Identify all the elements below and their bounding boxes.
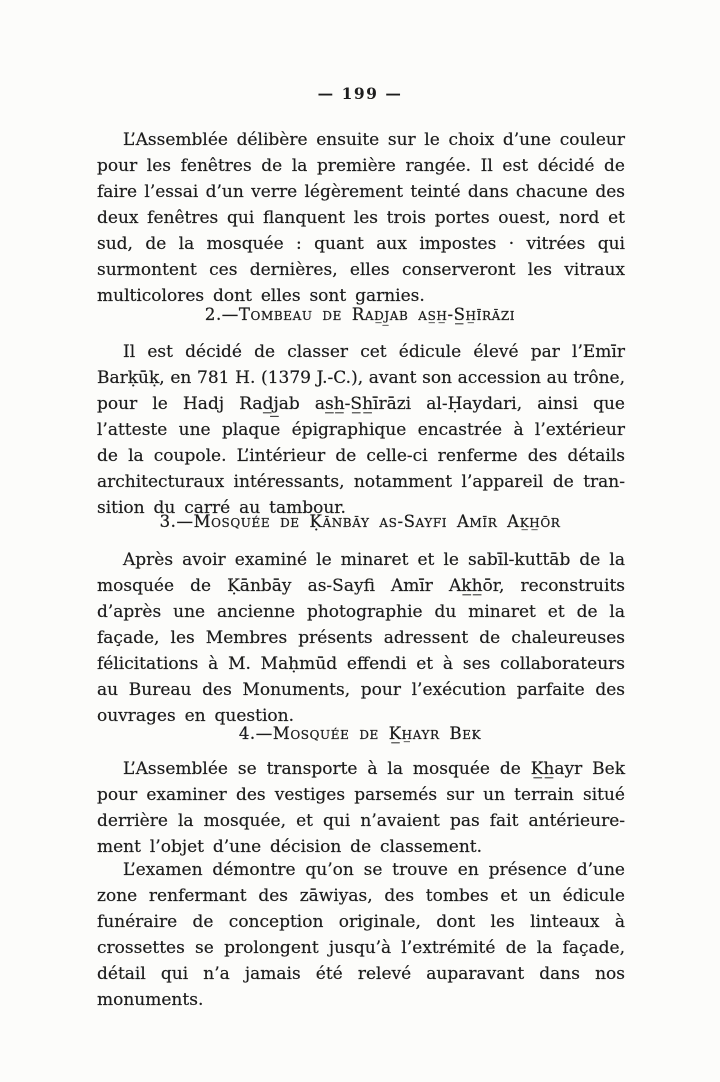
text-line: pour les fenêtres de la première rangée. Il est décidé de — [97, 156, 625, 176]
text-line: L’Assemblée délibère ensuite sur le choix d’une couleur — [123, 130, 625, 150]
text-line: détail qui n’a jamais été relevé auparavant dans nos — [97, 964, 625, 984]
text-line: Après avoir examiné le minaret et le sabīl-kuttāb de la — [123, 550, 625, 570]
text-line: derrière la mosquée, et qui n’avaient pas fait antérieure- — [97, 811, 625, 831]
text-line: Il est décidé de classer cet édicule élevé par l’Emīr — [123, 342, 625, 362]
text-line: ouvrages en question. — [97, 706, 295, 726]
text-line: crossettes se prolongent jusqu’à l’extrémité de la façade, — [97, 938, 625, 958]
section-heading-mosquee-kanbay: 3.—Mosquée de Ḳānbāy as-Sayfi Amīr Ak̲h̲ōr — [159, 512, 561, 531]
text-line: funéraire de conception originale, dont les linteaux à — [97, 912, 625, 932]
text-line: Barḳūḳ, en 781 H. (1379 J.-C.), avant son accession au trône, — [97, 368, 625, 388]
text-line: L’Assemblée se transporte à la mosquée de K̲h̲ayr Bek — [123, 759, 625, 779]
text-line: faire l’essai d’un verre légèrement teinté dans chacune des — [97, 182, 625, 202]
text-line: sud, de la mosquée : quant aux impostes · vitrées qui — [97, 234, 625, 254]
intro-paragraph — [97, 127, 625, 309]
text-line: félicitations à M. Maḥmūd effendi et à ses collaborateurs — [97, 654, 625, 674]
text-line: surmontent ces dernières, elles conserveront les vitraux — [97, 260, 625, 280]
text-line: multicolores dont elles sont garnies. — [97, 286, 425, 306]
section3-paragraph — [97, 547, 625, 729]
text-line: L’examen démontre qu’on se trouve en présence d’une — [123, 860, 625, 880]
section-heading-mosquee-khayr-bek: 4.—Mosquée de K̲h̲ayr Bek — [238, 724, 482, 743]
text-line: mosquée de Ḳānbāy as-Sayfi Amīr Ak̲h̲ōr, reconstruits — [97, 576, 625, 596]
section4-paragraph-1 — [97, 756, 625, 860]
text-line: architecturaux intéressants, notamment l’appareil de tran- — [97, 472, 625, 492]
page-number: — 199 — — [317, 84, 403, 103]
text-line: ment l’objet d’une décision de classement. — [97, 837, 483, 857]
text-line: monuments. — [97, 990, 204, 1010]
text-line: deux fenêtres qui flanquent les trois portes ouest, nord et — [97, 208, 625, 228]
text-line: l’atteste une plaque épigraphique encastrée à l’extérieur — [97, 420, 625, 440]
text-line: de la coupole. L’intérieur de celle-ci renferme des détails — [97, 446, 625, 466]
section4-paragraph-2 — [97, 857, 625, 1013]
section-heading-tombeau-radjab: 2.—Tombeau de Rad̲j̲ab as̲h̲-S̲h̲īrāzi — [204, 305, 516, 324]
text-line: sition du carré au tambour. — [97, 498, 346, 518]
text-line: pour le Hadj Rad̲j̲ab as̲h̲-S̲h̲īrāzi al-Ḥaydari, ainsi que — [97, 394, 625, 414]
section2-paragraph — [97, 339, 625, 521]
text-line: façade, les Membres présents adressent de chaleureuses — [97, 628, 625, 648]
text-line: zone renfermant des zāwiyas, des tombes et un édicule — [97, 886, 625, 906]
text-line: au Bureau des Monuments, pour l’exécution parfaite des — [97, 680, 625, 700]
text-line: d’après une ancienne photographie du minaret et de la — [97, 602, 625, 622]
text-line: pour examiner des vestiges parsemés sur un terrain situé — [97, 785, 625, 805]
